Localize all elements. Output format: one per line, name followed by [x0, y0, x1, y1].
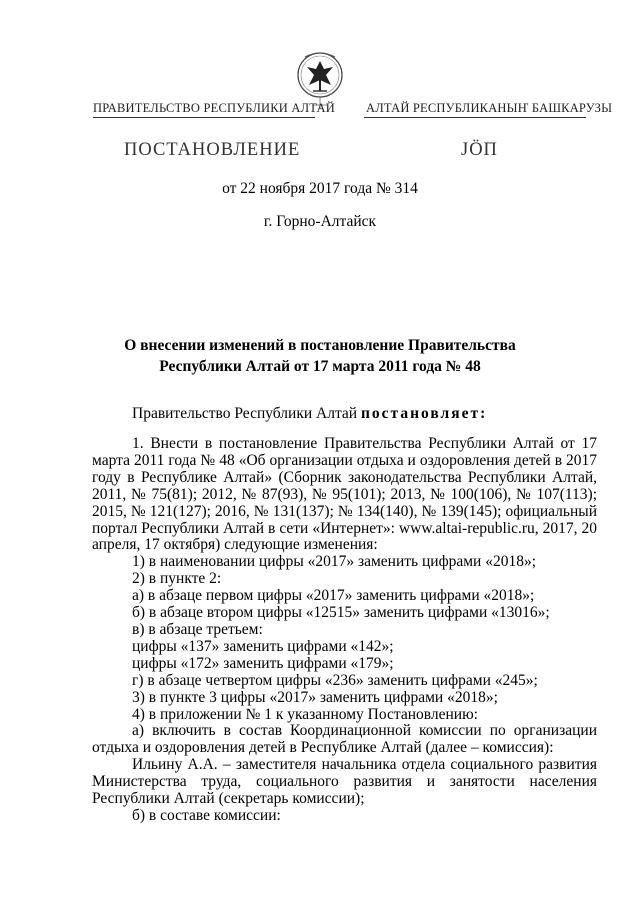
resolution-prefix: Правительство Республики Алтай: [132, 405, 361, 422]
org-name-altai: АЛТАЙ РЕСПУБЛИКАНЫҤ БАШКАРУЗЫ: [366, 101, 613, 115]
paragraph-8: цифры «172» заменить цифрами «179»;: [132, 654, 394, 672]
document-body: [92, 436, 597, 825]
header-rule-left: [93, 117, 315, 118]
document-city: г. Горно-Алтайск: [263, 213, 377, 230]
paragraph-2: 1) в наименовании цифры «2017» заменить цифрами «2018»;: [132, 553, 537, 571]
resolution-line: [132, 405, 487, 423]
org-name-russian: ПРАВИТЕЛЬСТВО РЕСПУБЛИКИ АЛТАЙ: [93, 101, 335, 115]
resolution-verb: постановляет:: [360, 405, 488, 422]
paragraph-10: 3) в пункте 3 цифры «2017» заменить цифрами «2018»;: [132, 688, 498, 706]
paragraph-4: а) в абзаце первом цифры «2017» заменить цифрами «2018»;: [132, 587, 535, 605]
doc-type-altai: ЈӦП: [461, 140, 498, 160]
paragraph-1: 1. Внести в постановление Правительства Республики Алтай от 17 марта 2011 года № 48 «Об организации отдыха и оздоровления детей в 2017 году в Республике Алтай» (Сборник законодательства Республики Алтай, 2011, № 75(81); 2012, № 87(93), № 95(101); 2013, № 100(106), № 107(113); 2015, № 121(127); 2016, № 131(137); № 134(140), № 139(145); официальный портал Республики Алтай в сети «Интернет»: www.altai-republic.ru, 2017, 20 апреля, 17 октября) следующие изменения:: [92, 435, 597, 554]
paragraph-12: а) включить в состав Координационной комиссии по организации отдыха и оздоровления детей в Республике Алтай (далее – комиссия):: [92, 722, 597, 757]
document-title: О внесении изменений в постановление Правительства Республики Алтай от 17 марта 2011 года № 48: [124, 337, 516, 375]
header-rule-right: [364, 117, 586, 118]
paragraph-3: 2) в пункте 2:: [132, 570, 222, 588]
paragraph-11: 4) в приложении № 1 к указанному Постановлению:: [132, 705, 478, 723]
paragraph-5: б) в абзаце втором цифры «12515» заменить цифрами «13016»;: [132, 604, 550, 622]
doc-type-russian: ПОСТАНОВЛЕНИЕ: [124, 140, 301, 160]
paragraph-9: г) в абзаце четвертом цифры «236» заменить цифрами «245»;: [132, 671, 538, 689]
paragraph-7: цифры «137» заменить цифрами «142»;: [132, 637, 394, 655]
paragraph-6: в) в абзаце третьем:: [132, 620, 263, 638]
paragraph-14: б) в составе комиссии:: [132, 806, 281, 824]
document-date: от 22 ноября 2017 года № 314: [222, 180, 418, 197]
paragraph-13: Ильину А.А. – заместителя начальника отдела социального развития Министерства труда, социального развития и занятости населения Республики Алтай (секретарь комиссии);: [92, 756, 597, 808]
